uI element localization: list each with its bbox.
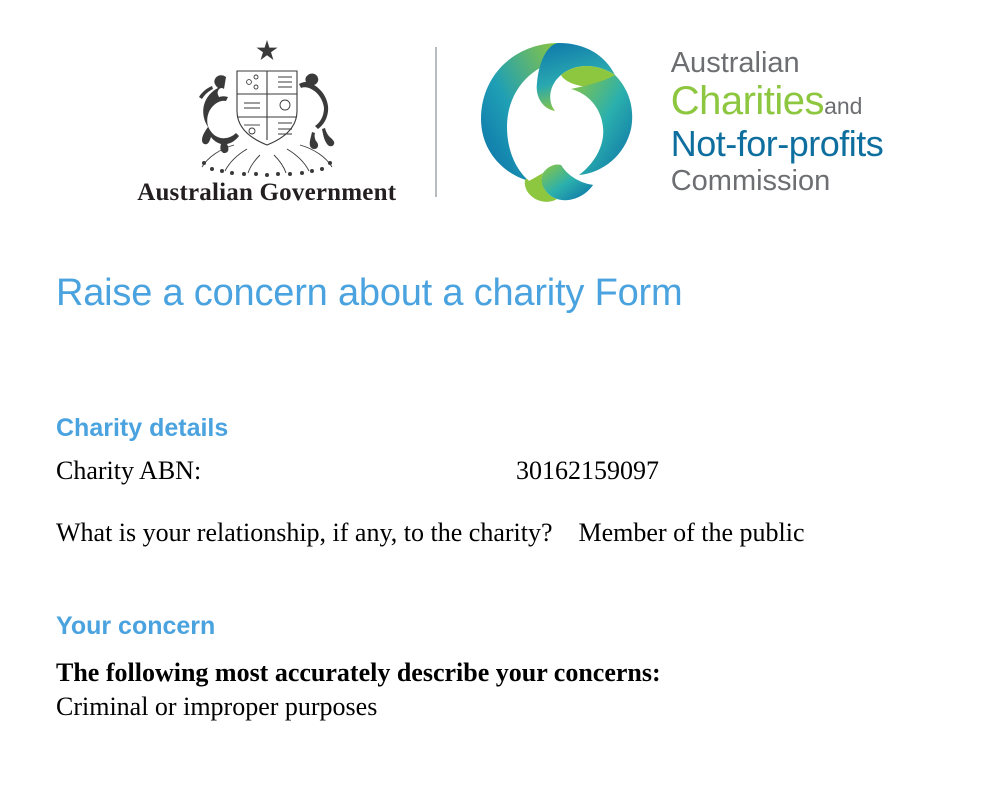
page-title: Raise a concern about a charity Form (56, 272, 683, 314)
field-relationship (56, 518, 944, 548)
acnc-wordmark-line-2 (671, 79, 884, 124)
field-charity-abn (56, 456, 944, 486)
your-concern-section (56, 612, 944, 722)
australian-government-crest-block (117, 37, 417, 207)
relationship-label: What is your relationship, if any, to the charity? (56, 518, 553, 547)
your-concern-heading: Your concern (56, 612, 216, 640)
acnc-logo-icon (463, 27, 653, 217)
concern-question-label: The following most accurately describe your concerns: (56, 658, 661, 687)
page-header (0, 0, 1000, 210)
acnc-wordmark-line-4: Commission (670, 164, 831, 197)
charity-details-heading: Charity details (56, 414, 229, 442)
acnc-wordmark-line-1: Australian (670, 46, 800, 79)
acnc-wordmark-line-3: Not-for-profits (670, 123, 884, 165)
charity-details-section (56, 414, 944, 548)
acnc-wordmark-charities: Charities (670, 79, 825, 124)
acnc-logo-lockup (463, 27, 884, 217)
charity-abn-label: Charity ABN: (56, 456, 202, 485)
relationship-value: Member of the public (578, 518, 805, 547)
document-content (0, 272, 1000, 722)
commonwealth-coat-of-arms-icon (152, 37, 382, 177)
kangaroo-figure (199, 75, 239, 153)
acnc-wordmark-and: and (824, 93, 863, 120)
acnc-wordmark (671, 47, 884, 197)
emu-figure (299, 74, 334, 149)
concern-answer-value: Criminal or improper purposes (56, 692, 378, 721)
header-divider (435, 47, 437, 197)
australian-government-wordmark: Australian Government (137, 179, 397, 206)
charity-abn-value: 30162159097 (516, 456, 659, 485)
